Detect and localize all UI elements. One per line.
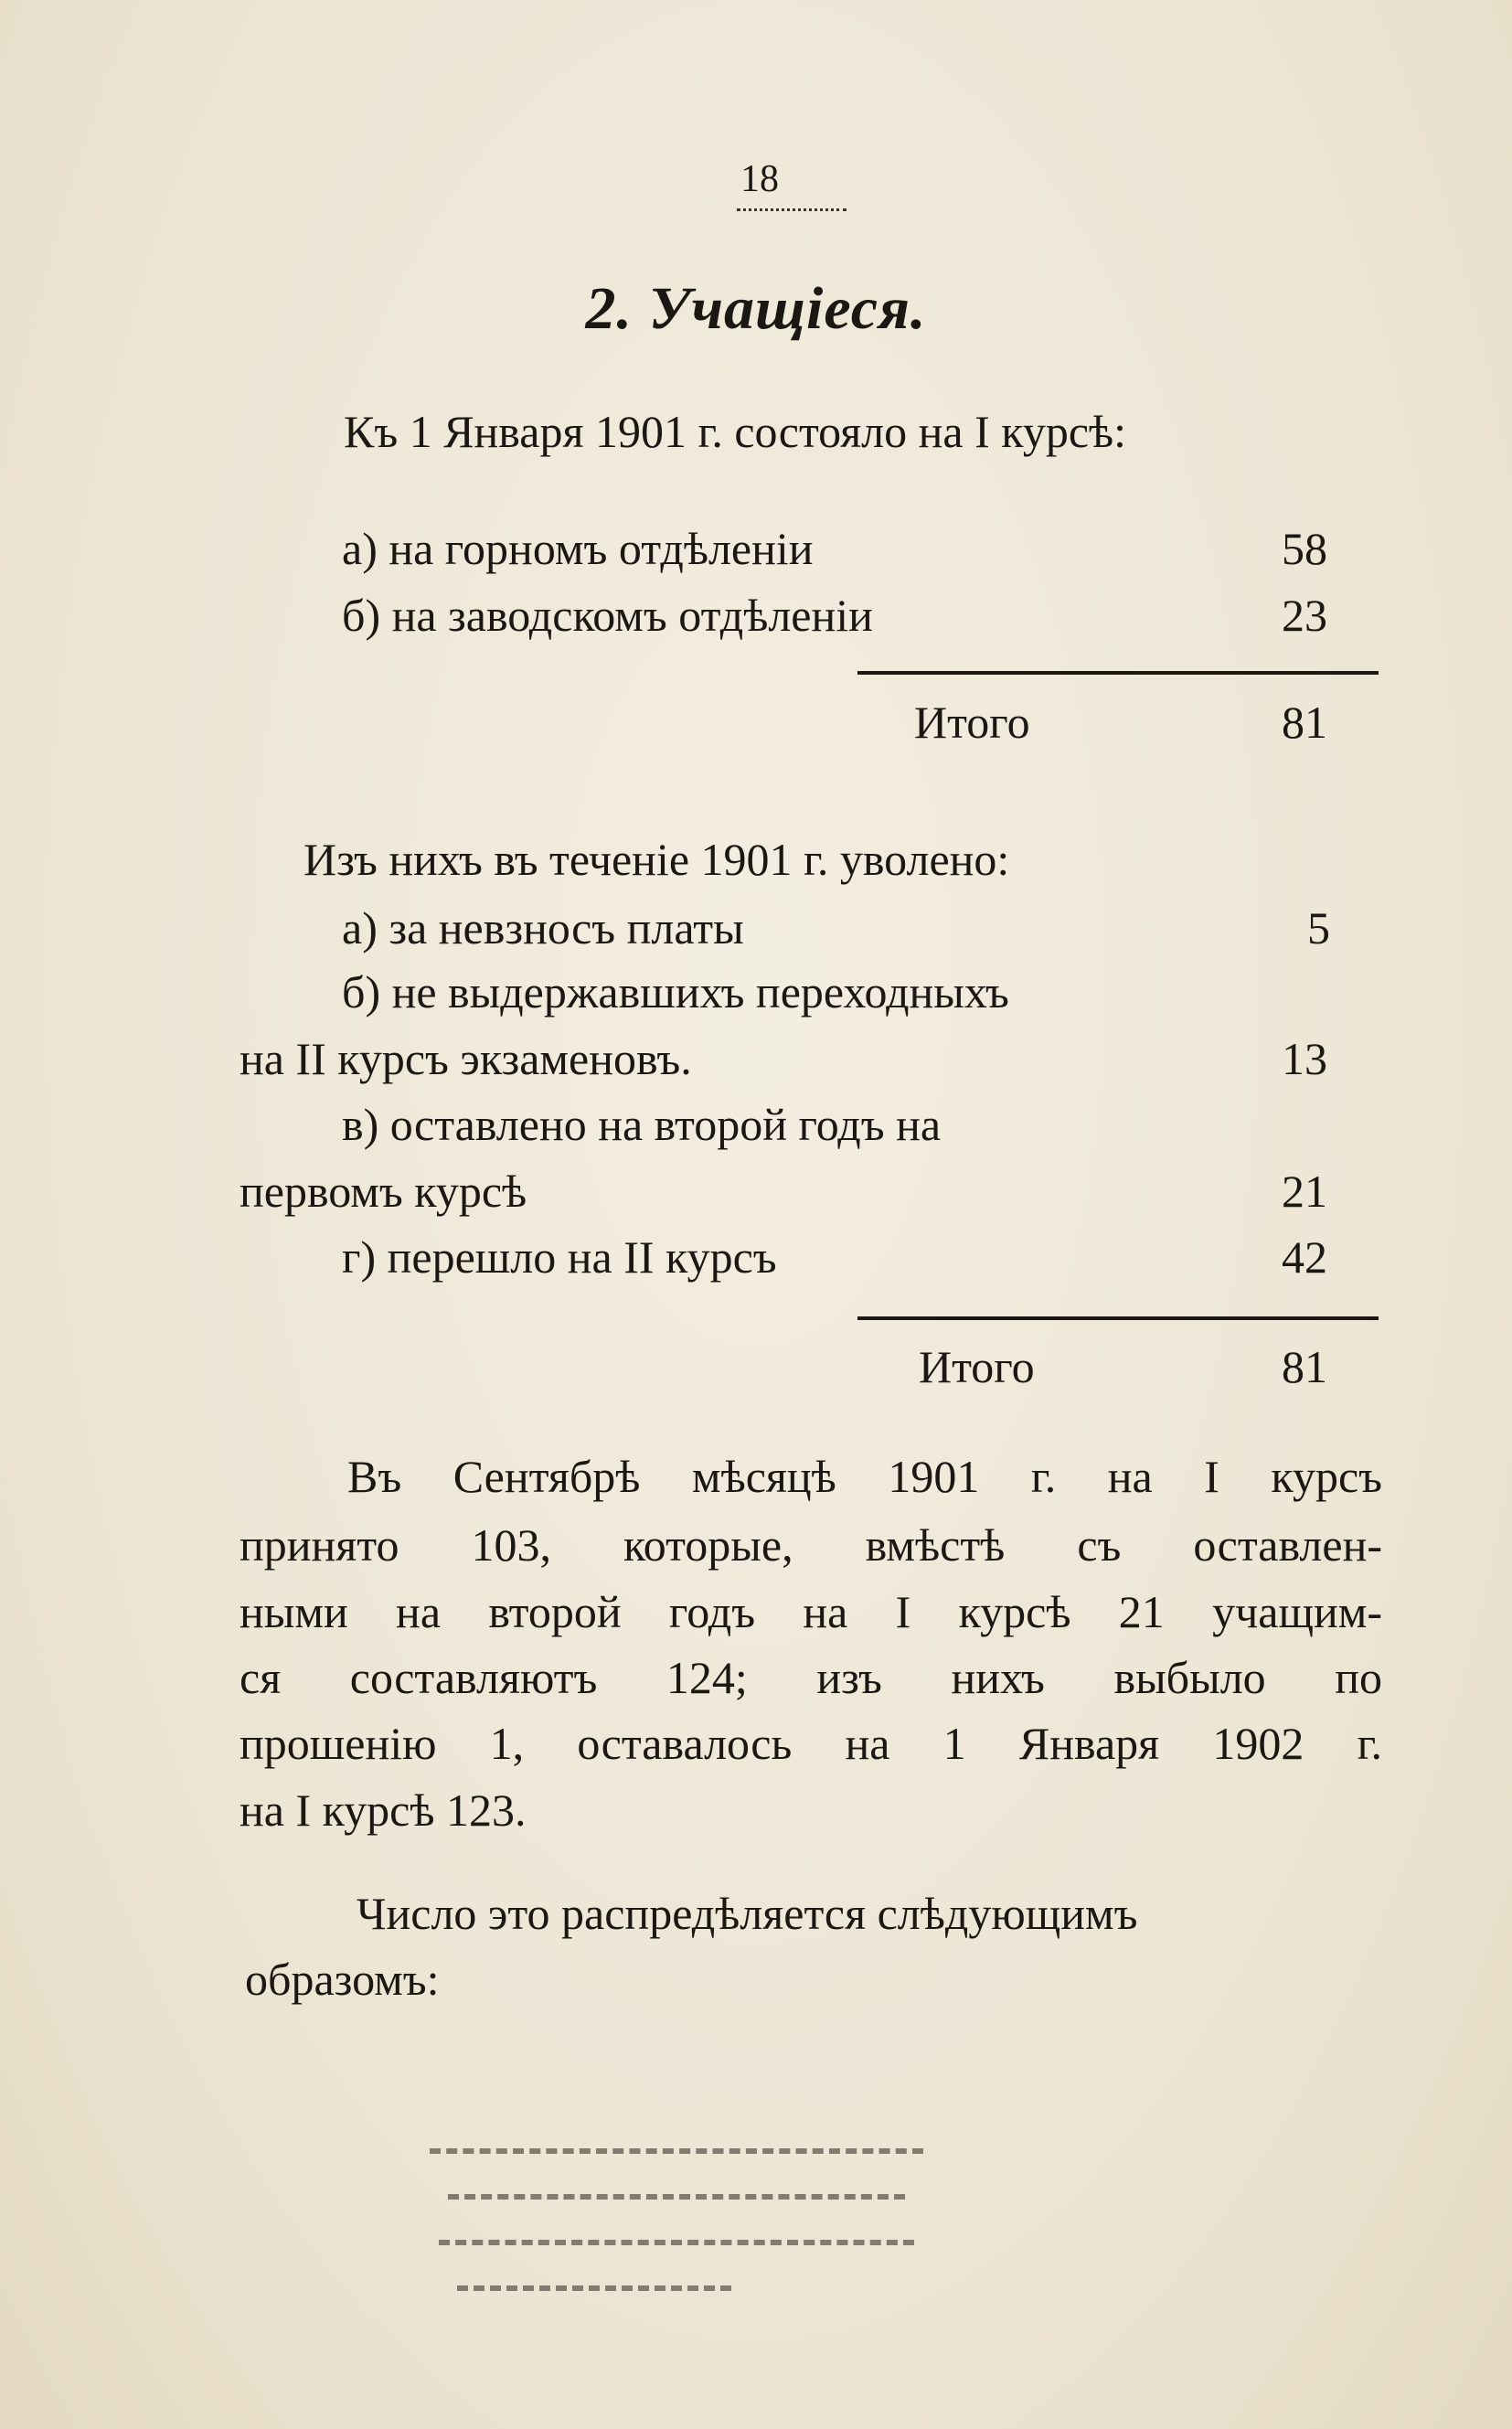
page-number: 18 [740,158,779,200]
dismissed-heading: Изъ нихъ въ теченіе 1901 г. уволено: [303,834,1010,885]
dismissed-total-label: Итого [919,1341,1035,1392]
paragraph-line: на I курсѣ 123. [240,1784,527,1836]
section-title: 2. Учащіеся. [585,275,927,342]
dismissed-b-value: 13 [1282,1033,1327,1084]
dismissed-a-value: 5 [1307,902,1330,953]
dismissed-d-value: 42 [1282,1231,1327,1283]
dismissed-a-label: а) за невзносъ платы [342,902,744,953]
intro-item-factory-label: б) на заводскомъ отдѣленіи [342,590,873,641]
paragraph-line: прошенію 1, оставалось на 1 Января 1902 г. [240,1718,1382,1769]
dismissed-b-label-line1: б) не выдержавшихъ переходныхъ [342,966,1009,1017]
intro-total-rule [857,671,1379,675]
page-number-underline [737,208,847,211]
dismissed-d-label: г) перешло на II курсъ [342,1231,777,1283]
closing-line1: Число это распредѣляется слѣдующимъ [357,1888,1138,1939]
intro-item-mining-label: а) на горномъ отдѣленіи [342,523,814,574]
closing-line2: образомъ: [245,1954,440,2005]
dismissed-c-label-line1: в) оставлено на второй годъ на [342,1099,942,1150]
paragraph-line: принято 103, которые, вмѣстѣ съ оставлен- [240,1519,1382,1571]
faded-stamp-mark [430,2130,942,2304]
intro-total-value: 81 [1282,697,1327,748]
paragraph-line: Въ Сентябрѣ мѣсяцѣ 1901 г. на I курсъ [347,1451,1382,1502]
intro-total-label: Итого [914,697,1030,748]
dismissed-total-value: 81 [1282,1341,1327,1392]
intro-item-factory-value: 23 [1282,590,1327,641]
dismissed-total-rule [857,1316,1379,1320]
paragraph-line: ся составляютъ 124; изъ нихъ выбыло по [240,1652,1382,1703]
paragraph-line: ными на второй годъ на I курсѣ 21 учащим- [240,1586,1382,1637]
dismissed-c-label-line2: первомъ курсѣ [240,1166,527,1217]
intro-item-mining-value: 58 [1282,523,1327,574]
dismissed-b-label-line2: на II курсъ экзаменовъ. [240,1033,692,1084]
dismissed-c-value: 21 [1282,1166,1327,1217]
intro-text: Къ 1 Января 1901 г. состояло на I курсѣ: [344,406,1127,457]
